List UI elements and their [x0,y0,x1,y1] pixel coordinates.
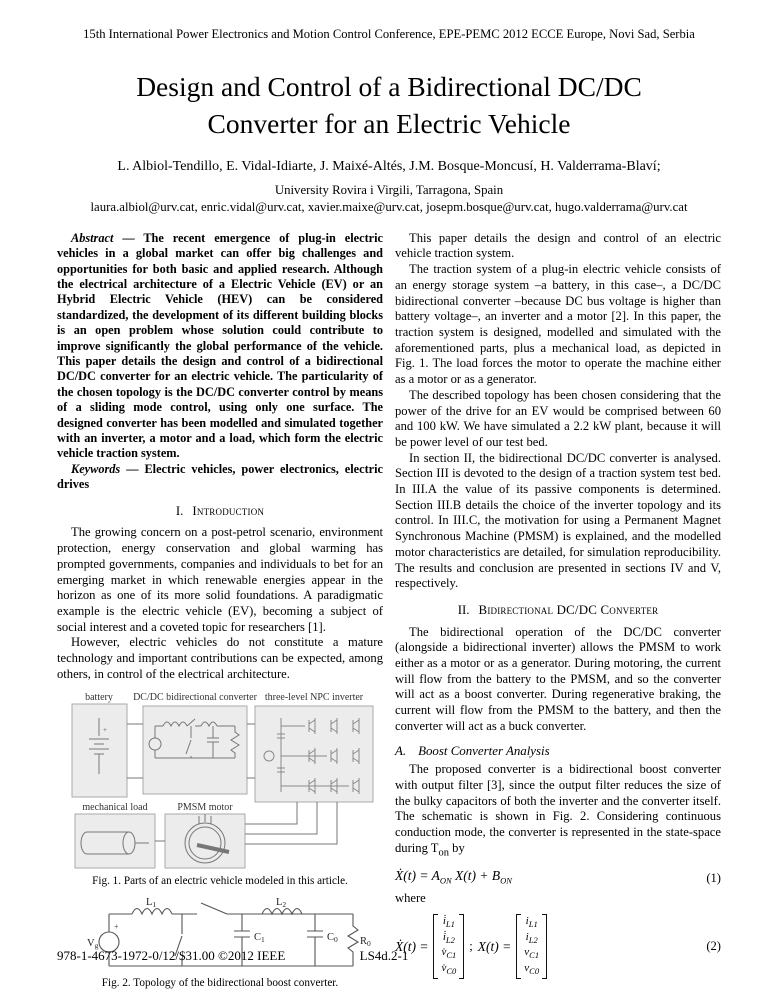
right-bracket [542,914,547,979]
abstract-label: Abstract [71,230,114,245]
conference-header: 15th International Power Electronics and Motion Control Conference, EPE-PEMC 2012 ECCE Europe, Novi Sad, Serbia [83,27,695,41]
emails-line: laura.albiol@urv.cat, enric.vidal@urv.cat, xavier.maixe@urv.cat, josepm.bosque@urv.cat, hugo.valderrama@urv.cat [90,199,688,214]
equation-2-separator: ; [469,938,473,953]
section2-title: Bidirectional DC/DC Converter [478,602,659,617]
equation-1-number: (1) [706,870,721,885]
section-heading-bidirectional-converter [395,603,721,619]
intro-paragraph-3: This paper details the design and control of an electric vehicle traction system. [395,230,721,261]
load-label: mechanical load [82,802,148,814]
subsection-heading-boost-analysis [395,744,721,760]
intro-paragraph-1: The growing concern on a post-petrol scenario, environment protection, energy conservation and global warming has prompted governments, companies and individuals to bet for an emerging market in which renewable energies appear in the horizon as one of its more solid foundations. A paradigmatic example is the electric vehicle (EV), becoming a subject of social interest and a coveted topic for researchers [1]. [57,525,383,634]
authors-line: L. Albiol-Tendillo, E. Vidal-Idiarte, J. Maixé-Altés, J.M. Bosque-Moncusí, H. Valderrama-Blaví; [117,158,661,174]
equation-1-body: Ẋ(t) = $A_{ON}$ $X(t) + B_{ON}$ [395,868,512,886]
figure1 [57,692,383,888]
vector-cell: $v_{C0}$ [524,962,540,977]
intro-paragraph-2: However, electric vehicles do not constitute a mature technology and important contributions can be expected, among others, in control of the electrical architecture. [57,635,383,681]
section2-number: II. [457,602,470,617]
vector-cell: $i_{L2}$ [525,930,538,945]
subsection-a-title: Boost Converter Analysis [418,743,550,758]
inductor-l1 [132,909,172,915]
c0-label: C0 [327,932,338,945]
motor-label: PMSM motor [177,802,233,814]
equation-2-mid: X(t) = [477,938,512,954]
paper-title-line1: Design and Control of a Bidirectional DC/DC [136,71,642,102]
keywords-paragraph [57,462,383,493]
keywords-label: Keywords [71,461,121,476]
section1-title: Introduction [192,503,265,518]
load-box [75,814,155,868]
intro-paragraph-6: In section II, the bidirectional DC/DC converter is analysed. Section III is devoted to the design of a traction system test bed. In III.A the value of its passive components is determined. Section III.B details the choice of the inverter topology and its control. In III.C, the motivation for using a Permanent Magnet Synchronous Machine (PMSM) is explained, and the modelled motor characteristics are detailed, for simulation reproducibility. The results and conclusion are presented in sections IV and V, respectively. [395,450,721,591]
c1-label: C1 [254,932,265,945]
state-derivative-vector [433,914,464,979]
equation-1 [395,868,721,889]
inductor-l2 [262,909,302,915]
inverter-label: three-level NPC inverter [264,692,364,704]
two-column-body [57,231,721,991]
battery-label: battery [85,692,113,704]
vector-cell: $v̇_{C1}$ [441,946,457,961]
paper-title [57,68,721,143]
source-plus-sign: + [114,922,119,932]
r0-label: R0 [360,936,371,949]
keywords-dash: — [126,461,139,476]
page-footer [0,948,768,964]
equation-2-lhs: Ẋ(t) = [395,938,429,954]
state-vector [516,914,547,979]
series-switch-blade [201,903,227,914]
figure2-labels [87,898,371,950]
paper-title-line2: Converter for an Electric Vehicle [207,108,571,140]
equation-2-body [395,914,547,979]
equation-2 [395,914,721,979]
figure1-caption: Fig. 1. Parts of an electric vehicle modeled in this article. [92,875,348,888]
vector-cell: $i̇_{L2}$ [442,930,455,945]
converter-label: DC/DC bidirectional converter [133,692,257,704]
battery-box [72,704,127,797]
motor-box [165,814,245,868]
figure2-caption: Fig. 2. Topology of the bidirectional boost converter. [101,977,339,990]
footer-page-id: LS4d.2-1 [359,948,409,963]
l1-label: L1 [146,898,157,910]
keywords-text: Electric vehicles, power electronics, electric drives [57,461,384,492]
figure1-diagram [57,692,383,872]
right-column [395,231,721,981]
abstract-text: The recent emergence of plug-in electric vehicles in a global market can offer big challenges and opportunities for both basic and applied research. Although the electrical architecture of a Electric Vehicle (EV) or an Hybrid Electric Vehicle (HEV) can be considered standardized, the development of its different building blocks is an open problem whose solution could contribute to improve significantly the global performance of the vehicle. This paper details the design and control of a bidirectional DC/DC converter for an electric vehicle. The particularity of the chosen topology is the DC/DC converter control by means of a sliding mode control, using only one surface. The designed converter has been modelled and simulated together with an inverter, a motor and a load, which form the electric vehicle traction system. [57,230,383,461]
vector-cell: $i̇_{L1}$ [442,915,455,930]
l2-label: L2 [276,898,287,910]
intro-paragraph-4: The traction system of a plug-in electric vehicle consists of an energy storage system –a battery, in this case–, a DC/DC bidirectional converter –because DC bus voltage is higher than battery voltage–, an inverter and a motor [2]. In this paper, the traction system is designed, modelled and simulated with the aforementioned parts, plus a mechanical load, as depicted in Fig. 1. The load forces the motor to operate the machine either as a motor or as a generator. [395,262,721,387]
affiliation-line: University Rovira i Virgili, Tarragona, Spain [274,182,504,197]
where-label: where [395,891,426,906]
abstract-paragraph [57,231,383,462]
right-bracket [459,914,464,979]
subsection-a-paragraph-1: The proposed converter is a bidirectional boost converter with output filter [3], since the output filter reduces the size of the bulky capacitors of both the inverter and the converter itself. The schematic is shown in Fig. 2. Considering continuous conduction mode, the converter is represented in the state-space during $T_{on}$ by [395,762,721,859]
footer-copyright: 978-1-4673-1972-0/12/$31.00 ©2012 IEEE [57,948,286,963]
left-column [57,231,383,991]
intro-paragraph-5: The described topology has been chosen considering that the power of the drive for an EV would be comprised between 60 and 100 kW. We have simulated a 2.2 kW plant, because it will be power level of our test bed. [395,387,721,449]
vg-label: Vg [87,938,99,951]
abstract-dash: — [122,230,135,245]
section1-number: I. [175,503,184,518]
vector-cell: $v̇_{C0}$ [441,962,457,977]
equation-2-number: (2) [706,938,721,953]
section-heading-introduction [57,504,383,520]
vector-cell: $v_{C1}$ [524,946,540,961]
figure2 [57,898,383,990]
subsection-a-label: A. [395,743,407,758]
vector-cell: $i_{L1}$ [525,915,538,930]
svg-text:+: + [103,726,107,735]
section2-paragraph-1: The bidirectional operation of the DC/DC converter (alongside a bidirectional inverter) allows the PMSM to work either as a motor or as a generator. During motoring, the current will flow from the battery to the PMSM, and so the converter will act as a boost converter. During regenerative braking, the current will flow from the PMSM to the battery, and then the converter will act as a buck converter. [395,624,721,733]
